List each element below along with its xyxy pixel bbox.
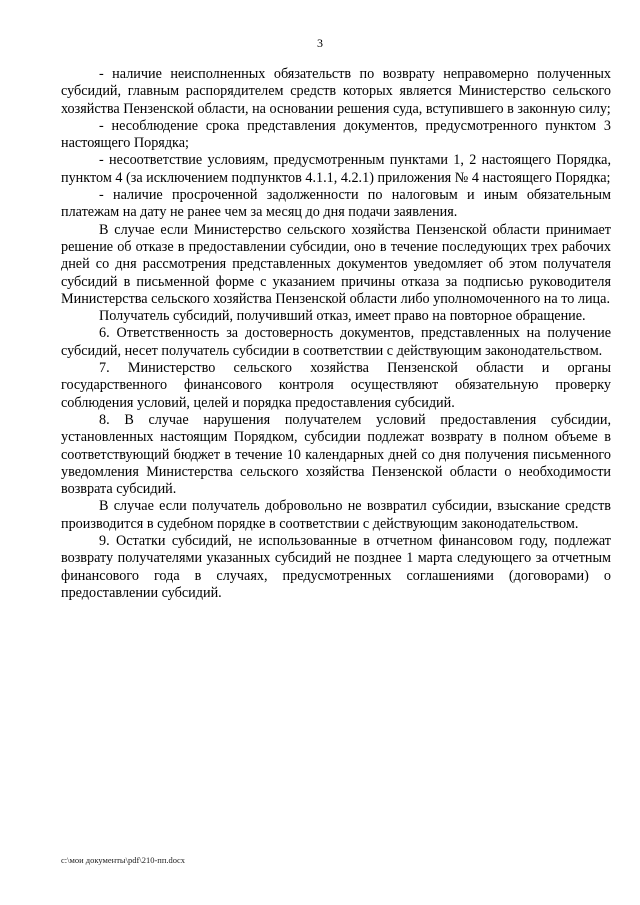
paragraph-clause-8: 8. В случае нарушения получателем условий предоставления субсидии, установленных настоящим Порядком, субсидии подлежат возврату в полном объеме в соответствующий бюджет в течение 10 календарных дней со дня получения письменного уведомления Министерства сельского хозяйства Пензенской области о необходимости возврата субсидий. (61, 411, 611, 498)
list-item-unfulfilled-obligations: - наличие неисполненных обязательств по возврату неправомерно полученных субсидий, главным распорядителем средств которых является Министерство сельского хозяйства Пензенской области, на основании решения суда, вступившего в законную силу; (61, 66, 611, 117)
paragraph-clause-6: 6. Ответственность за достоверность документов, представленных на получение субсидий, несет получатель субсидии в соответствии с действующим законодательством. (61, 325, 611, 359)
paragraph-clause-9: 9. Остатки субсидий, не использованные в отчетном финансовом году, подлежат возврату получателями указанных субсидий не позднее 1 марта следующего за отчетным финансового года в случаях, предусмотренных соглашениями (договорами) о предоставлении субсидий. (61, 533, 611, 601)
list-item-overdue-debt: - наличие просроченной задолженности по налоговым и иным обязательным платежам на дату не ранее чем за месяц до дня подачи заявления. (61, 187, 611, 221)
paragraph-court-recovery: В случае если получатель добровольно не возвратил субсидии, взыскание средств производится в судебном порядке в соответствии с действующим законодательством. (61, 498, 611, 532)
paragraph-clause-7: 7. Министерство сельского хозяйства Пензенской области и органы государственного финансового контроля осуществляют обязательную проверку соблюдения условий, целей и порядка предоставления субсидий. (61, 360, 611, 411)
paragraph-refusal-notice: В случае если Министерство сельского хозяйства Пензенской области принимает решение об отказе в предоставлении субсидии, оно в течение последующих трех рабочих дней со дня рассмотрения представленных документов уведомляет об этом получателя субсидий в письменной форме с указанием причины отказа за подписью руководителя Министерства сельского хозяйства Пензенской области либо уполномоченного на то лица. (61, 221, 611, 307)
list-item-conditions-mismatch: - несоответствие условиям, предусмотренным пунктами 1, 2 настоящего Порядка, пунктом 4 (за исключением подпунктов 4.1.1, 4.2.1) приложения № 4 настоящего Порядка; (61, 152, 611, 186)
page-number: 3 (317, 36, 323, 50)
document-body (61, 66, 611, 602)
list-item-deadline-violation: - несоблюдение срока представления документов, предусмотренного пунктом 3 настоящего Порядка; (61, 117, 611, 152)
paragraph-repeat-appeal: Получатель субсидий, получивший отказ, имеет право на повторное обращение. (99, 308, 586, 325)
footer-file-path: c:\мои документы\pdf\210-пп.docx (61, 855, 186, 865)
